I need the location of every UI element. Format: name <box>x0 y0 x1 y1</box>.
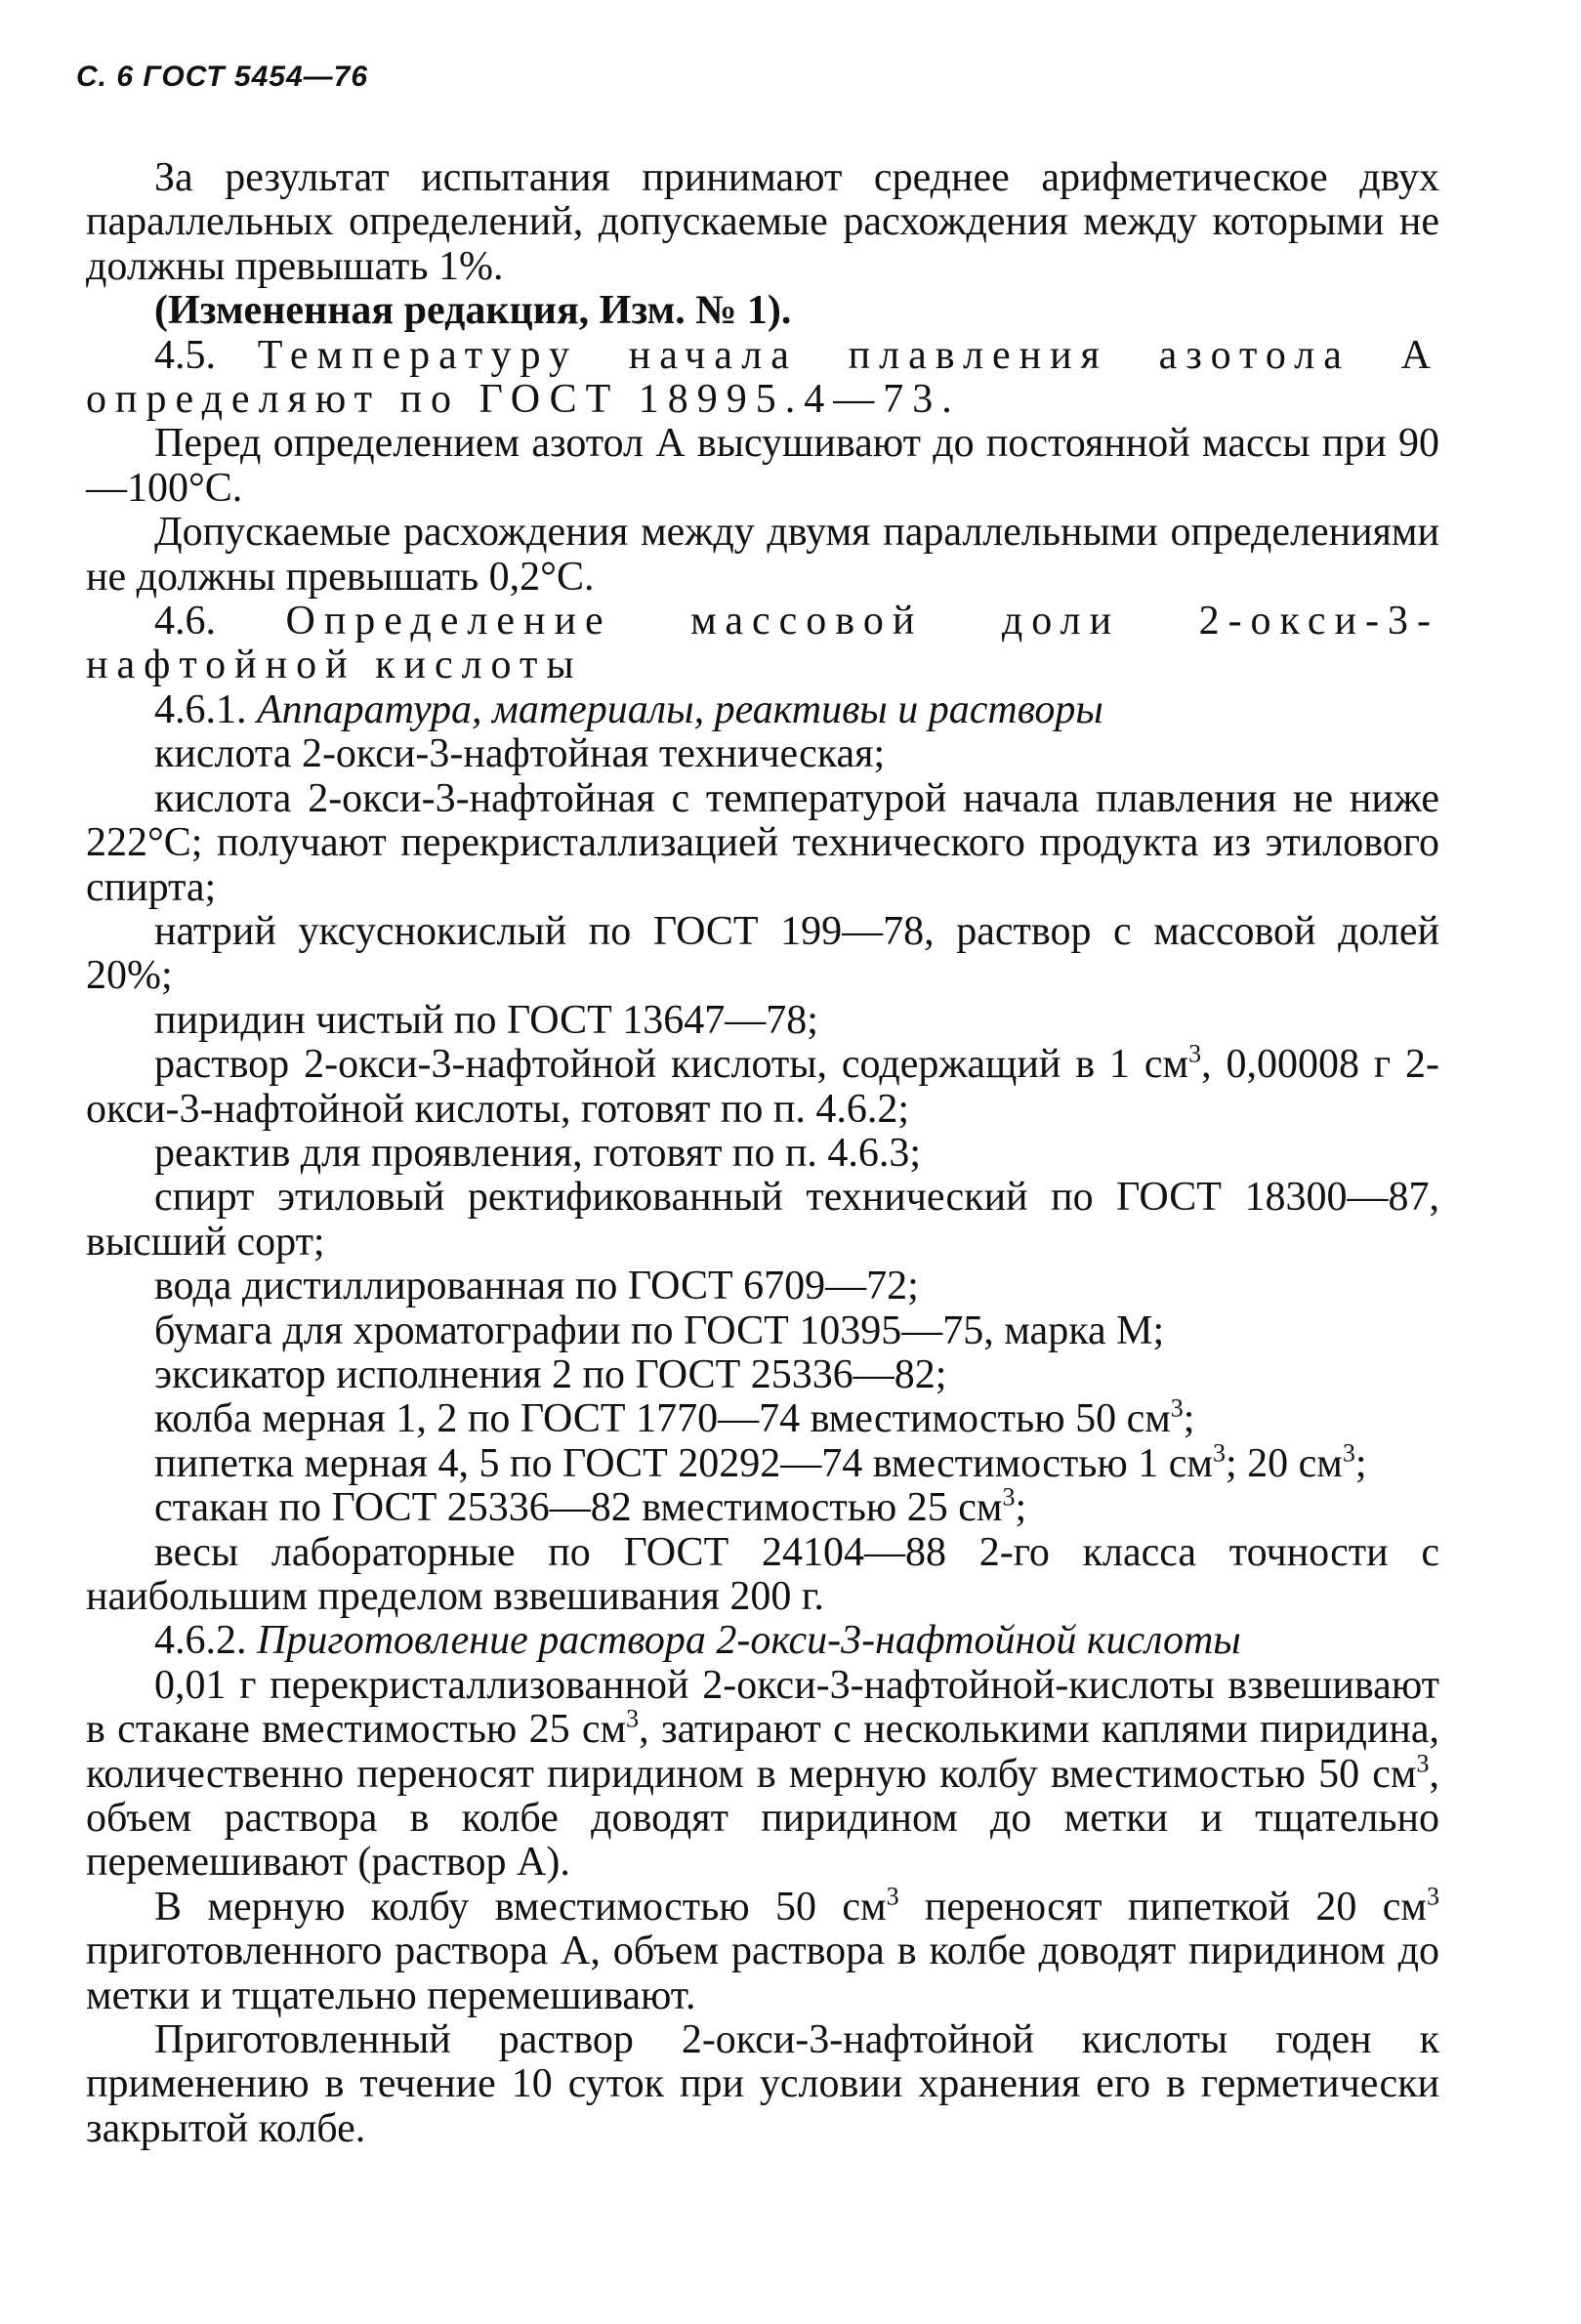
paragraph-preparation <box>86 1664 1439 1886</box>
text-segment: стакан по ГОСТ 25336—82 вместимостью 25 см <box>154 1485 1003 1531</box>
list-item: пиридин чистый по ГОСТ 13647—78; <box>154 997 818 1043</box>
text-segment: колба мерная 1, 2 по ГОСТ 1770—74 вместимостью 50 см <box>154 1396 1171 1442</box>
text-segment: ; <box>1183 1396 1195 1442</box>
list-item: бумага для хроматографии по ГОСТ 10395—75, марка М; <box>154 1307 1165 1353</box>
list-item <box>86 1393 1439 1442</box>
amendment-note: (Измененная редакция, Изм. № 1). <box>154 288 792 334</box>
paragraph-dilution <box>86 1882 1439 2018</box>
superscript: 3 <box>1188 1039 1202 1068</box>
text-segment: , объем раствора в колбе доводят пиридином до метки и тщательно перемешивают (раствор А). <box>86 1751 1439 1886</box>
paragraph-storage: Приготовленный раствор 2-окси-3-нафтойной кислоты годен к применению в течение 10 суток при условии хранения его в герметически закрытой колбе. <box>86 2017 1439 2151</box>
superscript: 3 <box>1002 1482 1016 1512</box>
section-title: Определение массовой доли 2-окси-3-нафтойной кислоты <box>86 599 1440 688</box>
text-segment: 0,01 г перекристаллизованной 2-окси-3-нафтойной-кислоты взвешивают в стакане вместимостью 25 см <box>86 1662 1439 1753</box>
text-segment: раствор 2-окси-3-нафтойной кислоты, содержащий в 1 см <box>154 1042 1189 1088</box>
list-item: весы лабораторные по ГОСТ 24104—88 2-го класса точности с наибольшим пределом взвешивания 200 г. <box>86 1529 1439 1619</box>
superscript: 3 <box>886 1882 899 1911</box>
section-number: 4.6. <box>154 599 216 644</box>
section-4-6-2 <box>86 1619 1439 1663</box>
text-segment: переносят пипеткой 20 см <box>898 1884 1427 1930</box>
document-body <box>86 156 1439 2151</box>
list-item: вода дистиллированная по ГОСТ 6709—72; <box>154 1264 919 1309</box>
section-4-5 <box>86 334 1439 423</box>
section-4-6 <box>86 600 1439 688</box>
text-segment: В мерную колбу вместимостью 50 см <box>154 1884 887 1930</box>
paragraph-tolerance: Допускаемые расхождения между двумя параллельными определениями не должны превышать 0,2°С. <box>86 510 1439 600</box>
text-segment: , 0,00008 г 2-окси-3-нафтойной кислоты, готовят по п. 4.6.2; <box>86 1042 1439 1132</box>
list-item: кислота 2-окси-3-нафтойная с температурой начала плавления не ниже 222°С; получают перекристаллизацией технического продукта из этилового спирта; <box>86 775 1439 910</box>
section-title: Аппаратура, материалы, реактивы и растворы <box>257 686 1103 732</box>
list-item: реактив для проявления, готовят по п. 4.6.3; <box>154 1130 922 1176</box>
paragraph-drying: Перед определением азотол А высушивают до постоянной массы при 90—100°С. <box>86 421 1439 511</box>
text-segment: ; <box>1015 1485 1027 1531</box>
text-segment: пипетка мерная 4, 5 по ГОСТ 20292—74 вместимостью 1 см <box>154 1440 1213 1486</box>
section-number: 4.5. <box>154 332 216 378</box>
section-text: Температуру начала плавления азотола А определяют по ГОСТ 18995.4—73. <box>86 332 1439 423</box>
list-item: эксикатор исполнения 2 по ГОСТ 25336—82; <box>154 1351 947 1397</box>
superscript: 3 <box>1342 1438 1355 1468</box>
superscript: 3 <box>1427 1882 1439 1911</box>
section-number: 4.6.1. <box>154 686 247 732</box>
paragraph-result: За результат испытания принимают среднее арифметическое двух параллельных определений, допускаемые расхождения между которыми не должны превышать 1%. <box>86 155 1439 289</box>
superscript: 3 <box>1416 1749 1430 1778</box>
list-item <box>86 1482 1439 1531</box>
superscript: 3 <box>626 1704 640 1733</box>
list-item: кислота 2-окси-3-нафтойная техническая; <box>154 731 886 777</box>
list-item: спирт этиловый ректификованный технический по ГОСТ 18300—87, высший сорт; <box>86 1175 1439 1265</box>
superscript: 3 <box>1170 1393 1184 1423</box>
section-number: 4.6.2. <box>154 1618 247 1664</box>
page-header: С. 6 ГОСТ 5454—76 <box>76 61 368 93</box>
list-item: натрий уксуснокислый по ГОСТ 199—78, раствор с массовой долей 20%; <box>86 908 1439 999</box>
text-segment: , затирают с несколькими каплями пиридина, количественно переносят пиридином в мерную колбу вместимостью 50 см <box>86 1707 1439 1797</box>
list-item <box>86 1039 1439 1132</box>
section-4-6-1 <box>86 688 1439 732</box>
superscript: 3 <box>1212 1438 1226 1468</box>
text-segment: ; <box>1354 1440 1367 1486</box>
section-title: Приготовление раствора 2-окси-3-нафтойной кислоты <box>257 1618 1241 1664</box>
text-segment: приготовленного раствора А, объем раствора в колбе доводят пиридином до метки и тщательно перемешивают. <box>86 1929 1439 2018</box>
list-item <box>86 1438 1439 1486</box>
text-segment: ; 20 см <box>1225 1440 1343 1486</box>
